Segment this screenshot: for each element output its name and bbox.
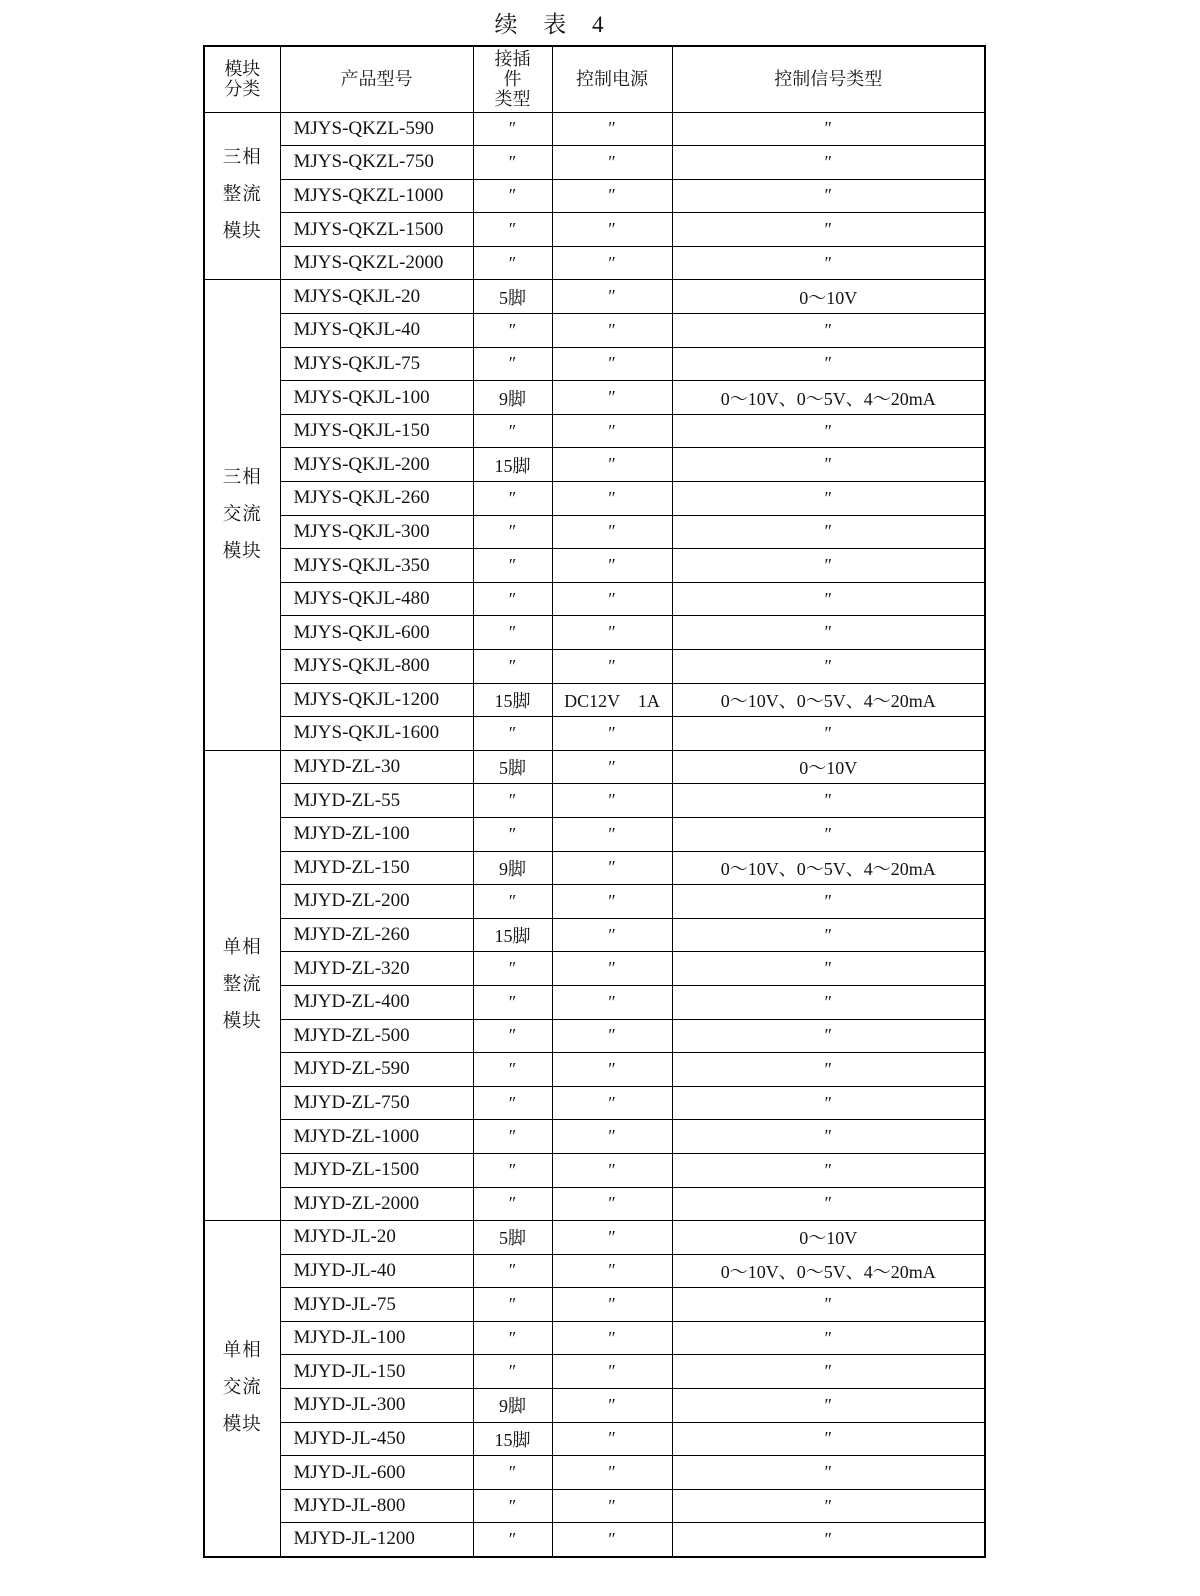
table-row (204, 1489, 985, 1523)
cell-control-signal: ″ (672, 1120, 985, 1154)
cell-product-model: MJYD-ZL-1000 (280, 1120, 473, 1154)
cell-connector-type: ″ (473, 515, 552, 549)
cell-control-signal: ″ (672, 1389, 985, 1423)
cell-connector-type: ″ (473, 1086, 552, 1120)
category-line: 单相 (222, 1340, 262, 1361)
cell-control-power: ″ (552, 1019, 672, 1053)
category-line: 交流 (222, 504, 262, 525)
cell-control-power: ″ (552, 1053, 672, 1087)
cell-control-signal: ″ (672, 616, 985, 650)
cell-product-model: MJYS-QKZL-2000 (280, 246, 473, 280)
cell-control-power: ″ (552, 1221, 672, 1255)
cell-control-power: ″ (552, 582, 672, 616)
product-spec-table (203, 45, 986, 1558)
cell-connector-type: ″ (473, 1153, 552, 1187)
cell-control-power: ″ (552, 482, 672, 516)
cell-connector-type: ″ (473, 616, 552, 650)
cell-product-model: MJYD-JL-75 (280, 1288, 473, 1322)
cell-control-signal: ″ (672, 482, 985, 516)
cell-control-signal: 0～10V、0～5V、4～20mA (672, 851, 985, 885)
category-line: 整流 (222, 974, 262, 995)
cell-product-model: MJYD-ZL-500 (280, 1019, 473, 1053)
cell-connector-type: 15脚 (473, 448, 552, 482)
cell-connector-type: ″ (473, 717, 552, 751)
table-row (204, 1187, 985, 1221)
table-row (204, 1355, 985, 1389)
cell-control-power: ″ (552, 1489, 672, 1523)
cell-control-signal: ″ (672, 717, 985, 751)
cell-product-model: MJYD-ZL-30 (280, 750, 473, 784)
table-row (204, 1019, 985, 1053)
cell-control-signal: ″ (672, 1288, 985, 1322)
cell-connector-type: ″ (473, 985, 552, 1019)
column-header-module-category: 模块 分类 (204, 46, 280, 112)
table-row (204, 1288, 985, 1322)
cell-product-model: MJYD-JL-300 (280, 1389, 473, 1423)
cell-product-model: MJYD-JL-150 (280, 1355, 473, 1389)
cell-control-power: ″ (552, 213, 672, 247)
cell-connector-type: 5脚 (473, 280, 552, 314)
cell-control-power: ″ (552, 1321, 672, 1355)
cell-control-signal: ″ (672, 246, 985, 280)
cell-control-signal: ″ (672, 784, 985, 818)
category-line: 交流 (222, 1377, 262, 1398)
table-row (204, 918, 985, 952)
table-row (204, 515, 985, 549)
cell-product-model: MJYD-ZL-590 (280, 1053, 473, 1087)
cell-control-power: ″ (552, 549, 672, 583)
cell-control-signal: ″ (672, 213, 985, 247)
cell-control-signal: ″ (672, 347, 985, 381)
cell-connector-type: ″ (473, 1456, 552, 1490)
cell-connector-type: 5脚 (473, 1221, 552, 1255)
cell-control-power: ″ (552, 1153, 672, 1187)
table-row (204, 1321, 985, 1355)
column-header-control-power: 控制电源 (552, 46, 672, 112)
cell-product-model: MJYS-QKJL-260 (280, 482, 473, 516)
cell-connector-type: ″ (473, 314, 552, 348)
cell-control-power: ″ (552, 885, 672, 919)
cell-connector-type: ″ (473, 112, 552, 146)
cell-connector-type: ″ (473, 582, 552, 616)
cell-control-power: ″ (552, 314, 672, 348)
cell-product-model: MJYS-QKJL-480 (280, 582, 473, 616)
cell-control-signal: ″ (672, 414, 985, 448)
cell-connector-type: ″ (473, 1120, 552, 1154)
cell-control-power: ″ (552, 1389, 672, 1423)
table-row (204, 314, 985, 348)
cell-product-model: MJYS-QKZL-1000 (280, 179, 473, 213)
cell-control-signal: ″ (672, 985, 985, 1019)
cell-product-model: MJYS-QKJL-1200 (280, 683, 473, 717)
table-row (204, 851, 985, 885)
table-row (204, 347, 985, 381)
cell-product-model: MJYS-QKJL-1600 (280, 717, 473, 751)
cell-product-model: MJYS-QKZL-1500 (280, 213, 473, 247)
cell-product-model: MJYS-QKJL-150 (280, 414, 473, 448)
cell-product-model: MJYD-ZL-55 (280, 784, 473, 818)
cell-product-model: MJYD-ZL-260 (280, 918, 473, 952)
cell-product-model: MJYS-QKZL-750 (280, 146, 473, 180)
cell-product-model: MJYS-QKJL-20 (280, 280, 473, 314)
cell-control-signal: ″ (672, 112, 985, 146)
cell-control-signal: 0～10V (672, 1221, 985, 1255)
table-row (204, 246, 985, 280)
cell-product-model: MJYD-JL-800 (280, 1489, 473, 1523)
cell-connector-type: ″ (473, 1019, 552, 1053)
page-title: 续 表 4 (494, 12, 606, 37)
table-row (204, 1254, 985, 1288)
cell-product-model: MJYD-ZL-320 (280, 952, 473, 986)
cell-control-signal: ″ (672, 1456, 985, 1490)
cell-connector-type: ″ (473, 482, 552, 516)
cell-control-power: ″ (552, 1120, 672, 1154)
cell-product-model: MJYD-ZL-150 (280, 851, 473, 885)
table-row (204, 1389, 985, 1423)
cell-connector-type: ″ (473, 549, 552, 583)
cell-connector-type: ″ (473, 1489, 552, 1523)
cell-module-category (204, 280, 280, 750)
table-row (204, 1153, 985, 1187)
cell-control-power: ″ (552, 1355, 672, 1389)
cell-control-power: ″ (552, 280, 672, 314)
cell-module-category (204, 1221, 280, 1557)
table-row (204, 414, 985, 448)
cell-connector-type: ″ (473, 952, 552, 986)
table-row (204, 146, 985, 180)
cell-control-power: ″ (552, 1187, 672, 1221)
cell-control-power: DC12V 1A (552, 683, 672, 717)
cell-connector-type: ″ (473, 885, 552, 919)
cell-connector-type: ″ (473, 1321, 552, 1355)
cell-product-model: MJYS-QKJL-350 (280, 549, 473, 583)
table-row (204, 1422, 985, 1456)
cell-control-power: ″ (552, 246, 672, 280)
cell-product-model: MJYS-QKJL-300 (280, 515, 473, 549)
cell-control-signal: ″ (672, 1187, 985, 1221)
cell-product-model: MJYD-JL-600 (280, 1456, 473, 1490)
cell-control-signal: ″ (672, 448, 985, 482)
cell-connector-type: ″ (473, 246, 552, 280)
table-row (204, 179, 985, 213)
cell-control-signal: 0～10V、0～5V、4～20mA (672, 381, 985, 415)
cell-product-model: MJYD-JL-40 (280, 1254, 473, 1288)
table-header (204, 46, 985, 112)
cell-control-signal: ″ (672, 314, 985, 348)
category-line: 单相 (222, 937, 262, 958)
table-row (204, 683, 985, 717)
cell-control-power: ″ (552, 717, 672, 751)
cell-product-model: MJYD-ZL-2000 (280, 1187, 473, 1221)
table-row (204, 952, 985, 986)
cell-control-power: ″ (552, 952, 672, 986)
cell-product-model: MJYD-JL-1200 (280, 1523, 473, 1557)
cell-product-model: MJYS-QKJL-75 (280, 347, 473, 381)
table-row (204, 1221, 985, 1255)
table-row (204, 448, 985, 482)
cell-product-model: MJYD-ZL-400 (280, 985, 473, 1019)
column-header-connector-type: 接插 件 类型 (473, 46, 552, 112)
cell-product-model: MJYD-ZL-100 (280, 817, 473, 851)
cell-connector-type: ″ (473, 1288, 552, 1322)
table-row (204, 582, 985, 616)
category-line: 模块 (222, 541, 262, 562)
cell-product-model: MJYD-ZL-200 (280, 885, 473, 919)
table-row (204, 280, 985, 314)
table-row (204, 750, 985, 784)
cell-connector-type: ″ (473, 1355, 552, 1389)
cell-product-model: MJYS-QKJL-600 (280, 616, 473, 650)
table-row (204, 1086, 985, 1120)
category-line: 模块 (222, 222, 262, 243)
cell-connector-type: 9脚 (473, 1389, 552, 1423)
cell-connector-type: ″ (473, 650, 552, 684)
table-row (204, 1120, 985, 1154)
cell-connector-type: 9脚 (473, 381, 552, 415)
table-row (204, 381, 985, 415)
header-row (204, 46, 985, 112)
cell-connector-type: ″ (473, 1254, 552, 1288)
cell-control-signal: ″ (672, 1489, 985, 1523)
cell-control-signal: 0～10V (672, 750, 985, 784)
cell-connector-type: 5脚 (473, 750, 552, 784)
table-row (204, 784, 985, 818)
cell-control-signal: ″ (672, 1523, 985, 1557)
cell-product-model: MJYD-JL-450 (280, 1422, 473, 1456)
category-line: 模块 (222, 1011, 262, 1032)
cell-module-category (204, 112, 280, 280)
cell-control-signal: ″ (672, 885, 985, 919)
table-row (204, 817, 985, 851)
cell-control-signal: 0～10V、0～5V、4～20mA (672, 1254, 985, 1288)
cell-control-power: ″ (552, 851, 672, 885)
cell-control-power: ″ (552, 650, 672, 684)
table-row (204, 885, 985, 919)
cell-connector-type: ″ (473, 784, 552, 818)
cell-control-power: ″ (552, 616, 672, 650)
table-row (204, 1053, 985, 1087)
table-row (204, 717, 985, 751)
cell-control-signal: 0～10V (672, 280, 985, 314)
cell-control-signal: ″ (672, 1019, 985, 1053)
cell-control-power: ″ (552, 414, 672, 448)
cell-module-category (204, 750, 280, 1220)
cell-connector-type: 15脚 (473, 683, 552, 717)
cell-control-power: ″ (552, 817, 672, 851)
category-line: 整流 (222, 185, 262, 206)
table-row (204, 549, 985, 583)
table-row (204, 650, 985, 684)
cell-product-model: MJYS-QKJL-800 (280, 650, 473, 684)
cell-control-power: ″ (552, 1086, 672, 1120)
cell-control-signal: ″ (672, 1422, 985, 1456)
cell-connector-type: ″ (473, 179, 552, 213)
cell-control-signal: ″ (672, 179, 985, 213)
category-line: 模块 (222, 1414, 262, 1435)
cell-product-model: MJYD-JL-20 (280, 1221, 473, 1255)
cell-control-power: ″ (552, 750, 672, 784)
cell-product-model: MJYS-QKJL-200 (280, 448, 473, 482)
cell-control-power: ″ (552, 1422, 672, 1456)
cell-product-model: MJYD-ZL-1500 (280, 1153, 473, 1187)
column-header-control-signal-type: 控制信号类型 (672, 46, 985, 112)
cell-connector-type: ″ (473, 347, 552, 381)
table-row (204, 1523, 985, 1557)
cell-connector-type: 9脚 (473, 851, 552, 885)
cell-connector-type: ″ (473, 213, 552, 247)
cell-connector-type: ″ (473, 817, 552, 851)
table-row (204, 112, 985, 146)
cell-connector-type: ″ (473, 1053, 552, 1087)
cell-connector-type: ″ (473, 414, 552, 448)
cell-control-power: ″ (552, 347, 672, 381)
cell-control-power: ″ (552, 1288, 672, 1322)
cell-product-model: MJYS-QKZL-590 (280, 112, 473, 146)
cell-control-signal: ″ (672, 549, 985, 583)
cell-control-power: ″ (552, 918, 672, 952)
cell-control-power: ″ (552, 112, 672, 146)
category-line: 三相 (222, 148, 262, 169)
cell-control-signal: ″ (672, 582, 985, 616)
cell-connector-type: ″ (473, 146, 552, 180)
cell-control-signal: ″ (672, 515, 985, 549)
cell-control-signal: ″ (672, 1153, 985, 1187)
cell-control-power: ″ (552, 985, 672, 1019)
table-row (204, 213, 985, 247)
cell-control-signal: ″ (672, 146, 985, 180)
cell-control-signal: ″ (672, 650, 985, 684)
cell-control-signal: ″ (672, 1321, 985, 1355)
cell-control-power: ″ (552, 448, 672, 482)
cell-control-power: ″ (552, 1523, 672, 1557)
table-row (204, 482, 985, 516)
cell-product-model: MJYS-QKJL-100 (280, 381, 473, 415)
cell-product-model: MJYS-QKJL-40 (280, 314, 473, 348)
cell-connector-type: 15脚 (473, 918, 552, 952)
cell-control-signal: ″ (672, 952, 985, 986)
cell-control-signal: ″ (672, 1355, 985, 1389)
cell-control-power: ″ (552, 179, 672, 213)
table-row (204, 1456, 985, 1490)
cell-control-power: ″ (552, 784, 672, 818)
cell-control-power: ″ (552, 1456, 672, 1490)
cell-control-power: ″ (552, 381, 672, 415)
cell-control-signal: 0～10V、0～5V、4～20mA (672, 683, 985, 717)
cell-control-signal: ″ (672, 1053, 985, 1087)
cell-control-power: ″ (552, 1254, 672, 1288)
column-header-product-model: 产品型号 (280, 46, 473, 112)
cell-product-model: MJYD-JL-100 (280, 1321, 473, 1355)
cell-connector-type: ″ (473, 1187, 552, 1221)
cell-control-signal: ″ (672, 918, 985, 952)
cell-connector-type: 15脚 (473, 1422, 552, 1456)
cell-control-power: ″ (552, 515, 672, 549)
cell-control-signal: ″ (672, 1086, 985, 1120)
cell-control-power: ″ (552, 146, 672, 180)
table-row (204, 616, 985, 650)
category-line: 三相 (222, 467, 262, 488)
table-body (204, 112, 985, 1557)
cell-connector-type: ″ (473, 1523, 552, 1557)
cell-control-signal: ″ (672, 817, 985, 851)
cell-product-model: MJYD-ZL-750 (280, 1086, 473, 1120)
table-row (204, 985, 985, 1019)
